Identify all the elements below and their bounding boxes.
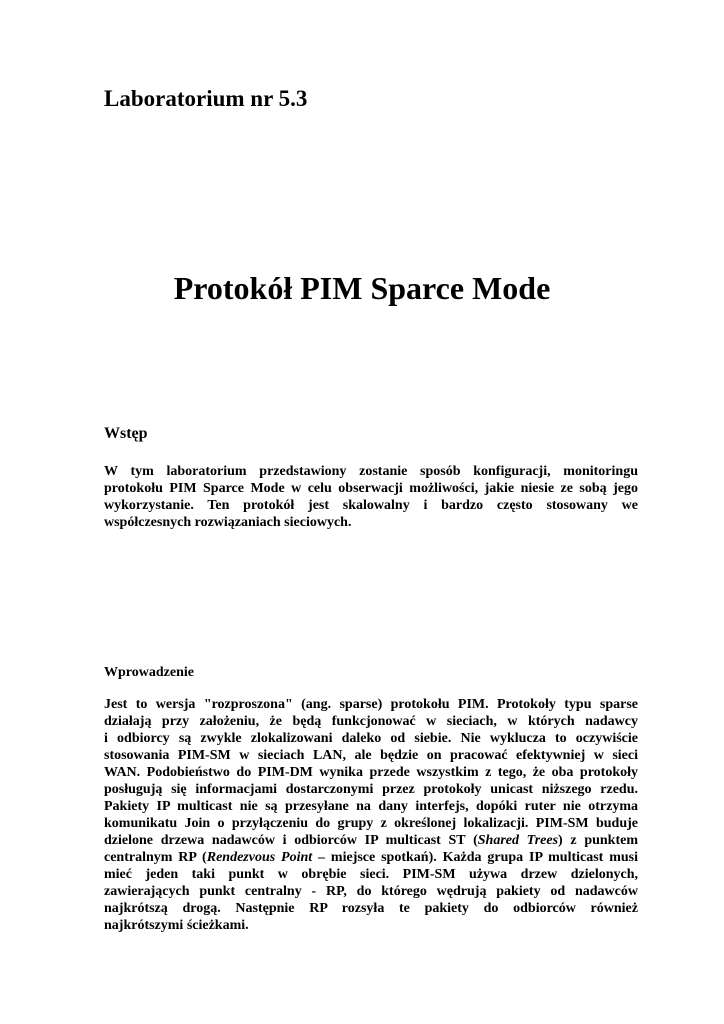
paragraph-line: działają przy założeniu, że będą funkcjonować w sieciach, w których nadawcy: [104, 714, 638, 729]
wprowadzenie-paragraph: [104, 696, 638, 934]
paragraph-line: i odbiorcy są zwykle zlokalizowani daleko od siebie. Nie wyklucza to oczywiście: [104, 731, 638, 746]
paragraph-line: protokołu PIM Sparce Mode w celu obserwacji możliwości, jakie niesie ze sobą jego: [104, 481, 638, 496]
paragraph-line: współczesnych rozwiązaniach sieciowych.: [104, 515, 352, 530]
paragraph-line: wykorzystanie. Ten protokół jest skalowalny i bardzo często stosowany we: [104, 498, 638, 513]
intro-paragraph: [104, 463, 638, 531]
paragraph-line: mieć jeden taki punkt w obrębie sieci. PIM-SM używa drzew dzielonych,: [104, 867, 638, 882]
paragraph-line: posługują się informacjami dostarczonymi przez protokoły unicast niższego rzedu.: [104, 782, 638, 797]
paragraph-line-rendezvous: [104, 849, 638, 866]
paragraph-line: stosowania PIM-SM w sieciach LAN, ale będzie on pracować efektywniej w sieci: [104, 748, 638, 763]
italic-term: Rendezvous Point: [206, 850, 313, 865]
main-title: Protokół PIM Sparce Mode: [173, 270, 551, 306]
paragraph-line: zawierających punkt centralny - RP, do którego wędrują pakiety od nadawców: [104, 884, 638, 899]
line-text: centralnym RP (: [104, 850, 207, 865]
line-text: ) z punktem: [558, 833, 639, 848]
italic-term: Shared Trees: [477, 833, 559, 848]
paragraph-line: najkrótszymi ścieżkami.: [104, 918, 249, 933]
paragraph-line: Pakiety IP multicast nie są przesyłane na dany interfejs, dopóki ruter nie otrzyma: [104, 799, 638, 814]
line-text: – miejsce spotkań). Każda grupa IP multicast musi: [312, 850, 639, 865]
section-heading-wprowadzenie: Wprowadzenie: [104, 665, 194, 680]
paragraph-line: Jest to wersja "rozproszona" (ang. sparse) protokołu PIM. Protokoły typu sparse: [104, 697, 638, 712]
paragraph-line: W tym laboratorium przedstawiony zostanie sposób konfiguracji, monitoringu: [104, 464, 638, 479]
section-heading-intro: Wstęp: [104, 425, 148, 442]
line-text: dzielone drzewa nadawców i odbiorców IP multicast ST (: [104, 833, 478, 848]
paragraph-line-shared-trees: [104, 832, 638, 849]
paragraph-line: komunikatu Join o przyłączeniu do grupy z określonej lokalizacji. PIM-SM buduje: [104, 816, 638, 831]
paragraph-line: najkrótszą drogą. Następnie RP rozsyła te pakiety do odbiorców również: [104, 901, 638, 916]
lab-title: Laboratorium nr 5.3: [104, 86, 308, 111]
paragraph-line: WAN. Podobieństwo do PIM-DM wynika przede wszystkim z tego, że oba protokoły: [104, 765, 638, 780]
